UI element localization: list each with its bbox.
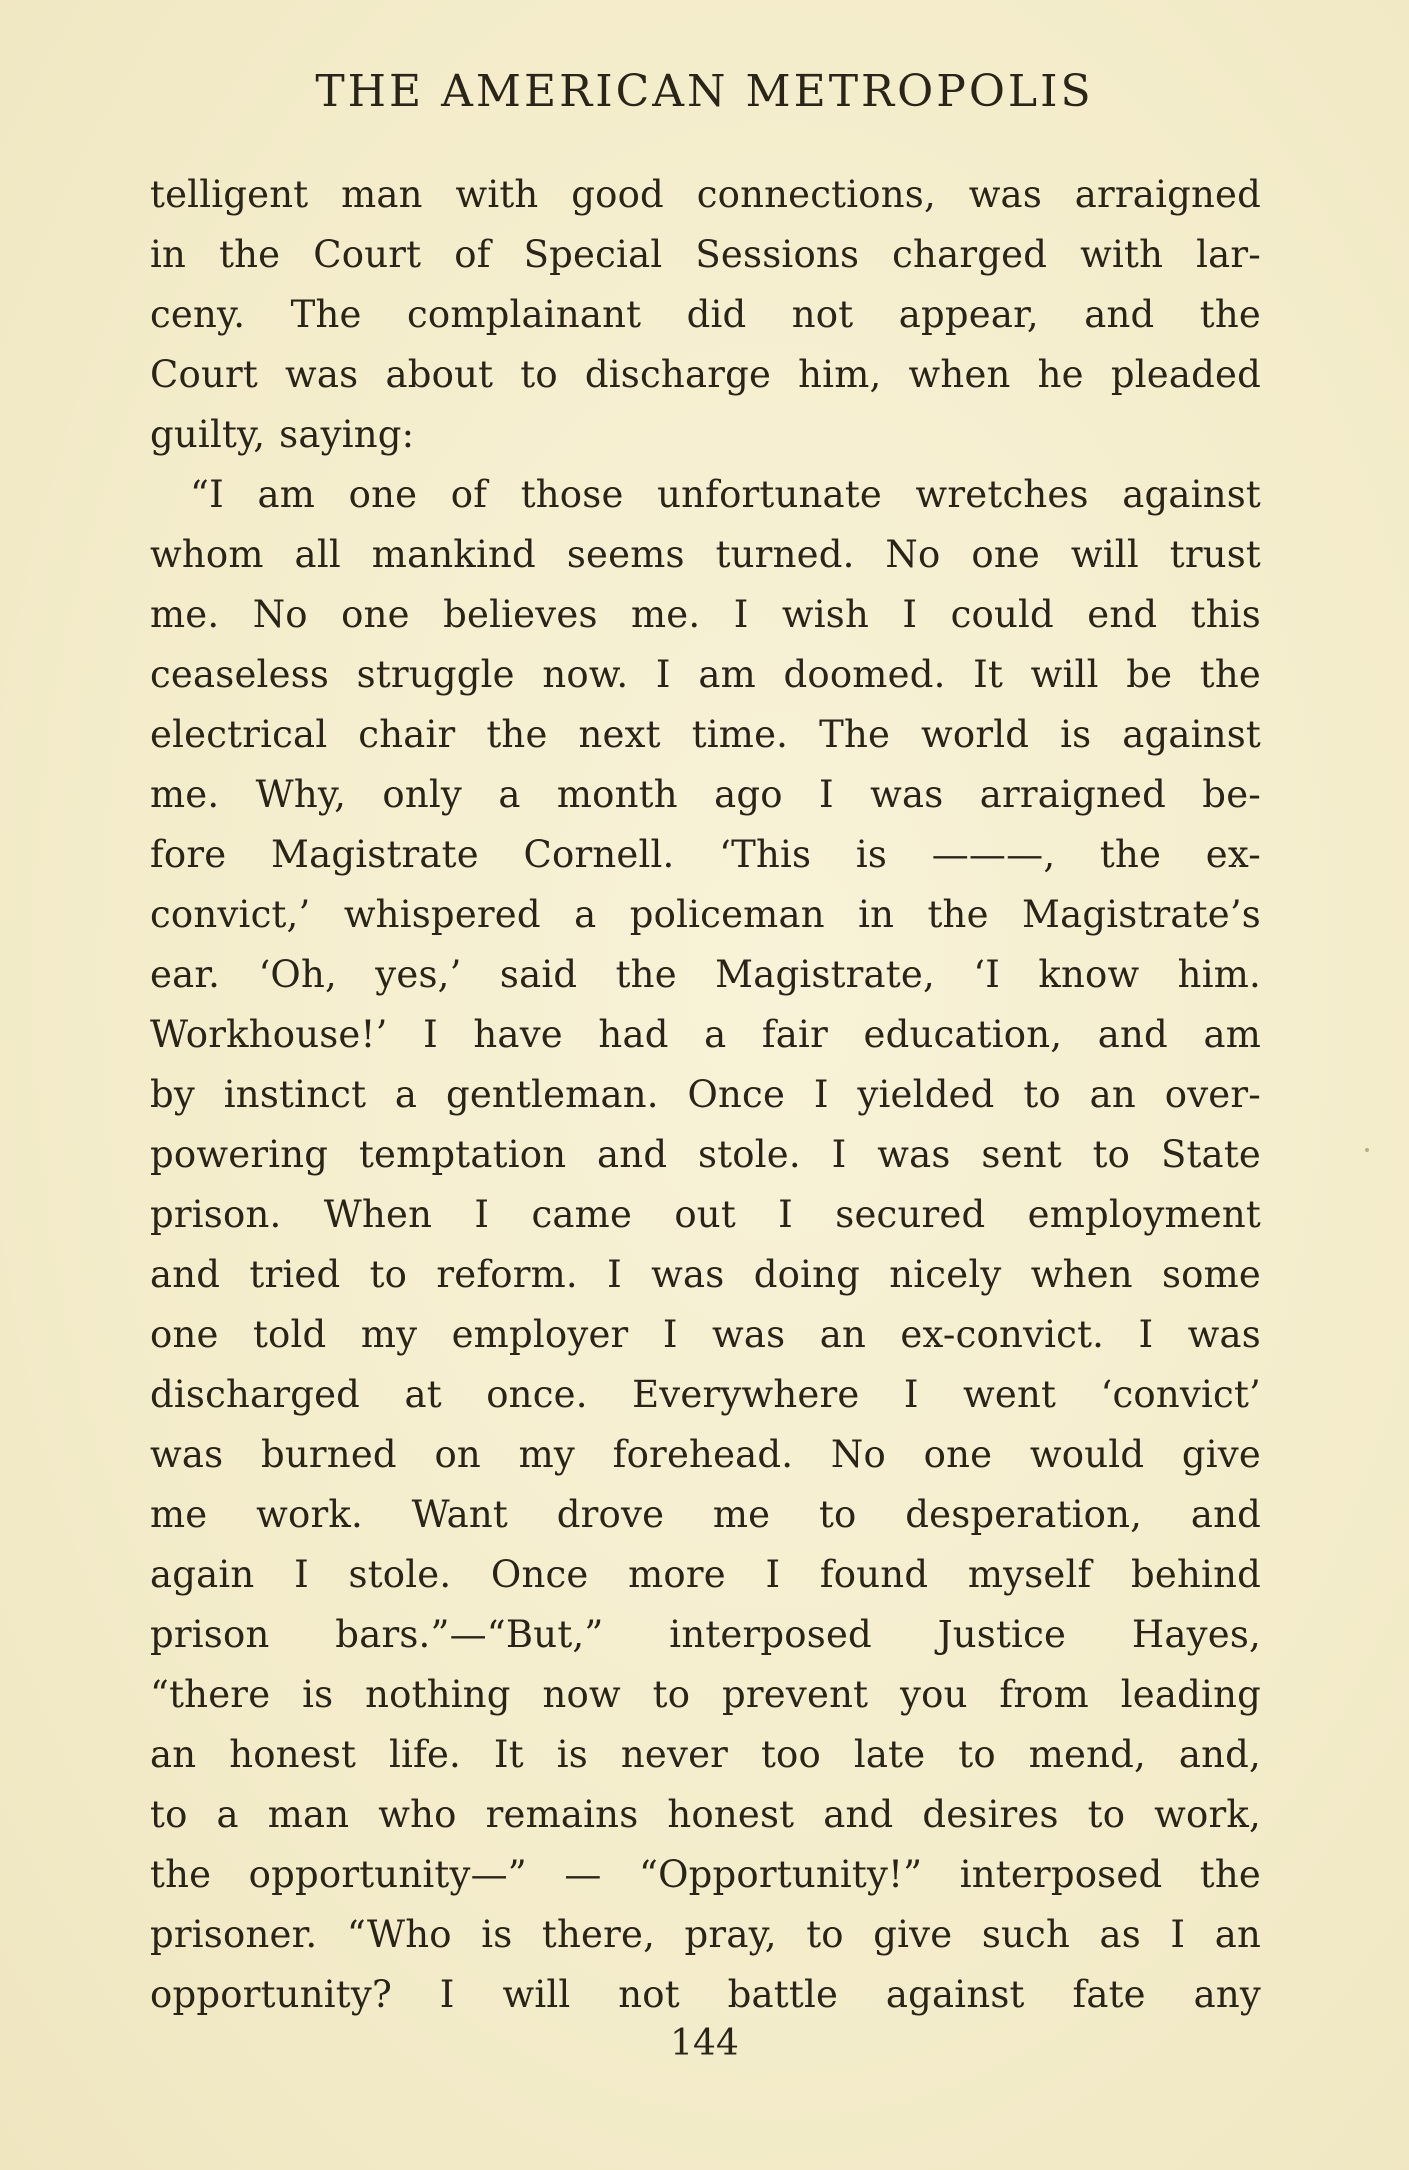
text-line: electrical chair the next time. The world is against bbox=[150, 713, 1261, 756]
text-line: me. No one believes me. I wish I could end this bbox=[150, 593, 1261, 636]
running-head: THE AMERICAN METROPOLIS bbox=[315, 66, 1094, 117]
page-number: 144 bbox=[670, 2023, 739, 2064]
text-line: whom all mankind seems turned. No one will trust bbox=[150, 533, 1261, 576]
text-line: me. Why, only a month ago I was arraigned be- bbox=[150, 773, 1261, 816]
text-line: the opportunity—” — “Opportunity!” interposed the bbox=[150, 1853, 1261, 1896]
text-line: ceny. The complainant did not appear, and the bbox=[150, 293, 1261, 336]
text-line: Court was about to discharge him, when he pleaded bbox=[150, 353, 1261, 396]
text-line: again I stole. Once more I found myself behind bbox=[150, 1553, 1261, 1596]
text-line: convict,’ whispered a policeman in the Magistrate’s bbox=[150, 893, 1261, 936]
text-line: was burned on my forehead. No one would give bbox=[150, 1433, 1261, 1476]
text-line: powering temptation and stole. I was sent to State bbox=[150, 1133, 1261, 1176]
paper-speck bbox=[1365, 1148, 1369, 1152]
text-line: Workhouse!’ I have had a fair education, and am bbox=[150, 1013, 1261, 1056]
text-line: one told my employer I was an ex-convict. I was bbox=[150, 1313, 1261, 1356]
text-line: ear. ‘Oh, yes,’ said the Magistrate, ‘I know him. bbox=[150, 953, 1261, 996]
text-line: to a man who remains honest and desires to work, bbox=[150, 1793, 1261, 1836]
text-line: opportunity? I will not battle against fate any bbox=[150, 1973, 1261, 2016]
text-line: discharged at once. Everywhere I went ‘convict’ bbox=[150, 1373, 1261, 1416]
text-line: guilty, saying: bbox=[150, 413, 415, 456]
text-line: fore Magistrate Cornell. ‘This is ———, the ex- bbox=[150, 833, 1261, 876]
text-line: telligent man with good connections, was arraigned bbox=[150, 173, 1261, 216]
text-line: “I am one of those unfortunate wretches against bbox=[190, 473, 1261, 516]
text-line: prison. When I came out I secured employment bbox=[150, 1193, 1261, 1236]
text-line: prison bars.”—“But,” interposed Justice Hayes, bbox=[150, 1613, 1261, 1656]
text-line: prisoner. “Who is there, pray, to give such as I an bbox=[150, 1913, 1261, 1956]
text-line: in the Court of Special Sessions charged with lar- bbox=[150, 233, 1261, 276]
text-line: me work. Want drove me to desperation, and bbox=[150, 1493, 1261, 1536]
text-line: “there is nothing now to prevent you from leading bbox=[150, 1673, 1261, 1716]
text-line: an honest life. It is never too late to mend, and, bbox=[150, 1733, 1261, 1776]
text-line: ceaseless struggle now. I am doomed. It will be the bbox=[150, 653, 1261, 696]
text-line: by instinct a gentleman. Once I yielded to an over- bbox=[150, 1073, 1261, 1116]
text-line: and tried to reform. I was doing nicely when some bbox=[150, 1253, 1261, 1296]
body-text bbox=[150, 165, 1261, 2025]
